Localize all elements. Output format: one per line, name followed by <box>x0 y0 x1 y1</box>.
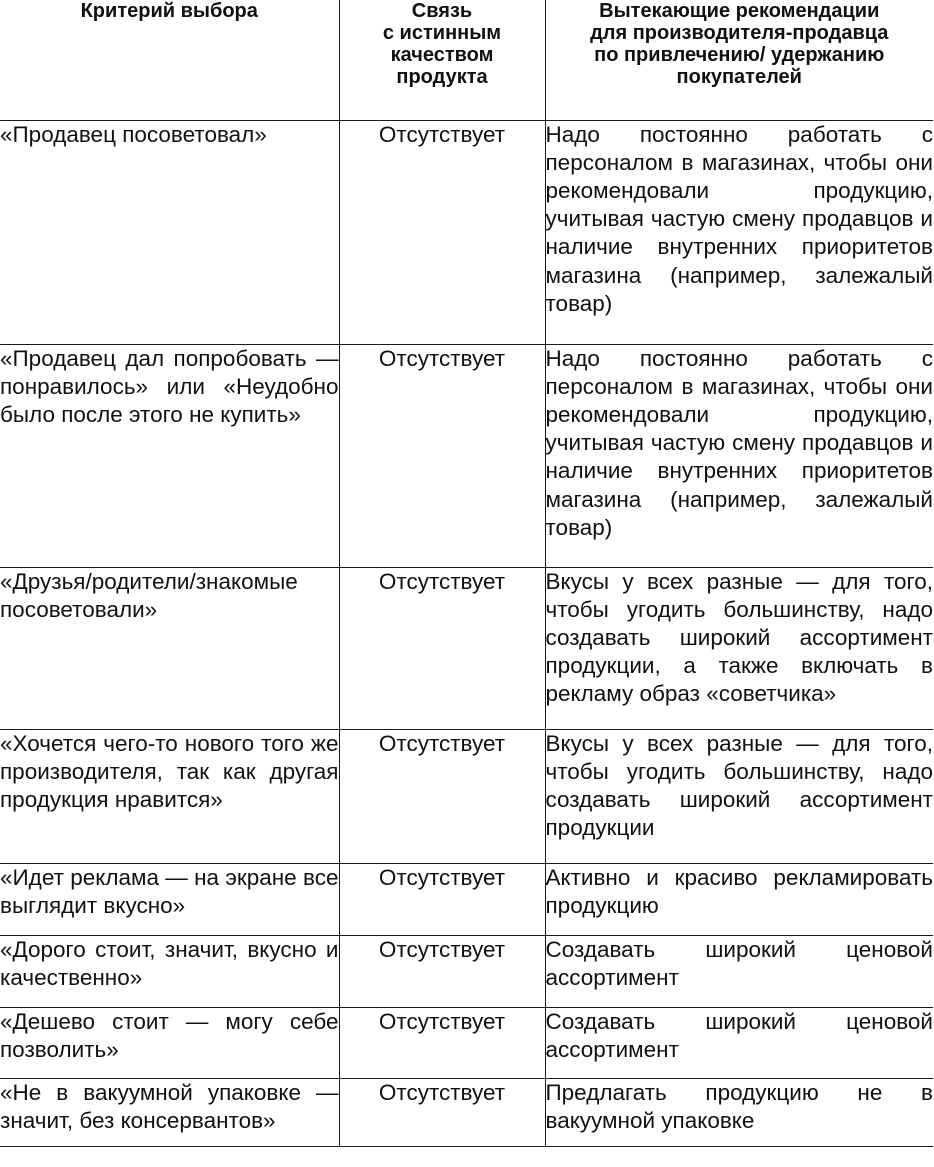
criterion-cell: «Продавец дал попробовать — понравилось» или «Неудобно было после этого не купить» <box>0 344 339 567</box>
table-row <box>0 1007 933 1078</box>
recommendation-cell: Создавать широкий ценовой ассортимент <box>545 935 933 1007</box>
quality-cell: Отсутствует <box>339 1007 545 1078</box>
table-row <box>0 120 933 344</box>
table-row <box>0 863 933 935</box>
header-quality <box>339 0 545 120</box>
criterion-cell: «Дешево стоит — могу себе позволить» <box>0 1007 339 1078</box>
quality-cell: Отсутствует <box>339 1078 545 1146</box>
header-recommendations-text: Вытекающие рекомендации для производителя-продавца по привлечению/ удержанию покупателей <box>590 0 889 88</box>
criterion-cell: «Хочется чего-то нового того же производителя, так как другая продукция нравится» <box>0 729 339 863</box>
recommendation-cell: Вкусы у всех разные — для того, чтобы угодить большинству, надо создавать широкий ассортимент продукции <box>545 729 933 863</box>
quality-cell: Отсутствует <box>339 120 545 344</box>
quality-cell: Отсутствует <box>339 729 545 863</box>
header-criterion <box>0 0 339 120</box>
recommendation-cell: Предлагать продукцию не в вакуумной упаковке <box>545 1078 933 1146</box>
table-row <box>0 344 933 567</box>
quality-cell: Отсутствует <box>339 567 545 729</box>
header-criterion-text: Критерий выбора <box>80 0 258 22</box>
criterion-cell: «Идет реклама — на экране все выглядит вкусно» <box>0 863 339 935</box>
table-row <box>0 935 933 1007</box>
table-row <box>0 567 933 729</box>
header-recommendations <box>545 0 933 120</box>
recommendation-cell: Вкусы у всех разные — для того, чтобы угодить большинству, надо создавать широкий ассортимент продукции, а также включать в рекламу образ «советчика» <box>545 567 933 729</box>
header-row <box>0 0 933 120</box>
recommendation-cell: Надо постоянно работать с персоналом в магазинах, чтобы они рекомендовали продукцию, учитывая частую смену продавцов и наличие внутренних приоритетов магазина (например, залежалый товар) <box>545 120 933 344</box>
criterion-cell: «Дорого стоит, значит, вкусно и качественно» <box>0 935 339 1007</box>
criterion-cell: «Продавец посоветовал» <box>0 120 339 344</box>
quality-cell: Отсутствует <box>339 344 545 567</box>
header-quality-text: Связь с истинным качеством продукта <box>382 0 502 88</box>
criterion-cell: «Не в вакуумной упаковке — значит, без консервантов» <box>0 1078 339 1146</box>
quality-cell: Отсутствует <box>339 935 545 1007</box>
recommendation-cell: Создавать широкий ценовой ассортимент <box>545 1007 933 1078</box>
table-row <box>0 729 933 863</box>
recommendation-cell: Надо постоянно работать с персоналом в магазинах, чтобы они рекомендовали продукцию, учитывая частую смену продавцов и наличие внутренних приоритетов магазина (например, залежалый товар) <box>545 344 933 567</box>
quality-cell: Отсутствует <box>339 863 545 935</box>
table-row <box>0 1078 933 1146</box>
recommendation-cell: Активно и красиво рекламировать продукцию <box>545 863 933 935</box>
criterion-cell: «Друзья/родители/знакомые посоветовали» <box>0 567 339 729</box>
